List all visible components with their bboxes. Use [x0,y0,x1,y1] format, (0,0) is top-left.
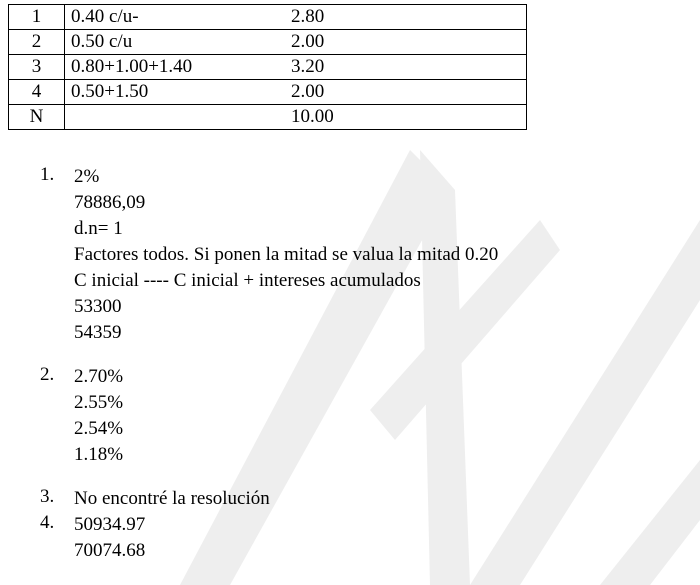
spacer [40,346,498,364]
spacer [40,468,498,486]
answer-line: No encontré la resolución [74,488,270,509]
row-number: 1 [9,5,65,30]
row-expression: 0.80+1.00+1.40 [71,56,193,77]
answer-line: 70074.68 [74,540,146,561]
answer-item-3 [40,486,498,512]
score-table [8,4,527,130]
answer-line: d.n= 1 [74,218,123,239]
row-item [65,55,527,80]
row-value: 2.80 [291,6,325,27]
row-number: 4 [9,80,65,105]
answer-item-4 [40,512,498,564]
row-value: 2.00 [291,81,325,102]
answer-line: 78886,09 [74,192,146,213]
row-expression: 0.50+1.50 [71,81,149,102]
row-item [65,80,527,105]
answer-line: 1.18% [74,444,124,465]
table-row [9,5,527,30]
item-number: 1. [40,164,55,185]
row-value: 2.00 [291,31,325,52]
table-row [9,80,527,105]
answer-line: 54359 [74,322,122,343]
answer-line: 2.55% [74,392,124,413]
row-item [65,5,527,30]
row-expression: 0.40 c/u- [71,6,139,27]
table-row-total [9,105,527,130]
answer-line: 53300 [74,296,122,317]
answer-line: 2% [74,166,100,187]
answer-line: 2.70% [74,366,124,387]
answer-item-1 [40,164,498,346]
item-number: 3. [40,486,55,507]
item-number: 2. [40,364,55,385]
table-row [9,55,527,80]
answer-item-2 [40,364,498,468]
row-number: N [9,105,65,130]
row-number: 3 [9,55,65,80]
answer-line: C inicial ---- C inicial + intereses acumulados [74,270,421,291]
row-expression: 0.50 c/u [71,31,133,52]
row-item [65,30,527,55]
row-number: 2 [9,30,65,55]
answer-list [40,164,498,564]
row-item [65,105,527,130]
row-total-value: 10.00 [291,106,334,127]
row-value: 3.20 [291,56,325,77]
item-number: 4. [40,512,55,533]
answer-line: 50934.97 [74,514,146,535]
answer-line: Factores todos. Si ponen la mitad se valua la mitad 0.20 [74,244,499,265]
answer-line: 2.54% [74,418,124,439]
table-row [9,30,527,55]
